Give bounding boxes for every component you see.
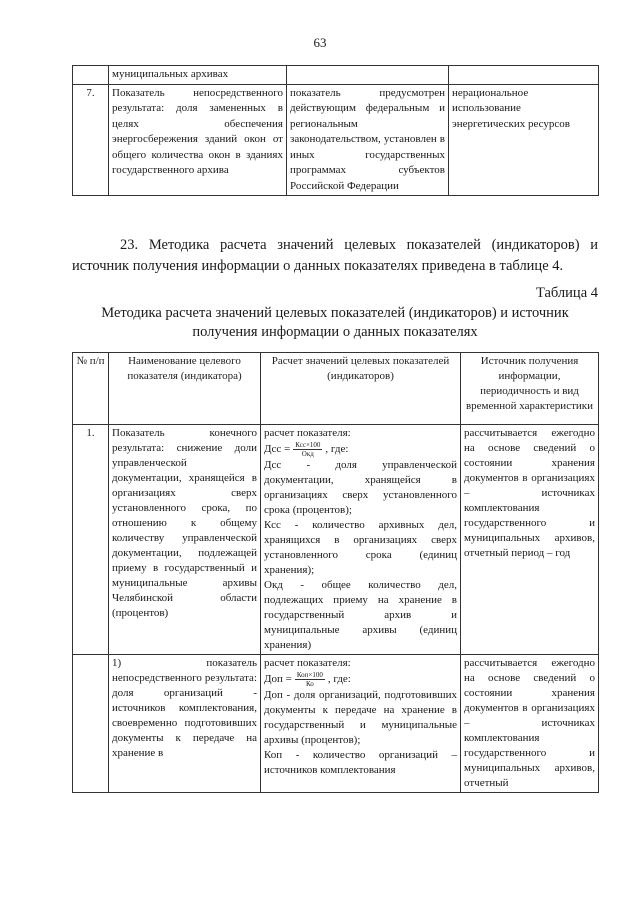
calc-intro: расчет показателя:: [264, 657, 351, 669]
indicator-calc: показатель предусмотрен действующим федеральным и региональным законодательством, установлен в иных государственных программах субъектов Российской Федерации: [287, 84, 449, 196]
formula-fraction: [295, 671, 325, 688]
page-number: 63: [313, 35, 327, 50]
formula-fraction: [293, 441, 322, 458]
formula-lhs: Доп =: [264, 673, 292, 685]
formula-tail: , где:: [327, 673, 351, 685]
calc-intro: расчет показателя:: [264, 427, 351, 439]
formula: [264, 441, 457, 458]
table-cell: [73, 66, 109, 85]
formula-tail: , где:: [325, 443, 349, 455]
formula-numerator: Ксс×100: [295, 441, 321, 449]
indicator-source: нерациональное использование энергетических ресурсов: [449, 84, 599, 196]
indicator-name: 1) показатель непосредственного результата: доля организаций - источников комплектования, своевременно подготовивших документы к передаче на хранение в: [109, 655, 261, 793]
table-cell: [287, 66, 449, 85]
indicator-source: рассчитывается ежегодно на основе сведений о состоянии хранения документов в организациях – источниках комплектования государственного и муниципальных архивов, отчетный: [461, 655, 599, 793]
formula-denominator: Ко: [305, 680, 314, 688]
table-header-row: [73, 353, 599, 425]
table-cell: [449, 66, 599, 85]
definition: Ксс - количество архивных дел, хранящихся в организациях сверх установленного срока (единиц хранения);: [264, 519, 457, 576]
formula-denominator: Окд: [301, 450, 314, 458]
table-label: Таблица 4: [535, 285, 598, 301]
table-title: Методика расчета значений целевых показателей (индикаторов) и источник получения информации о данных показателях: [101, 305, 569, 340]
formula-numerator: Коп×100: [296, 671, 323, 679]
row-number: 1.: [73, 425, 109, 655]
table-4: [72, 352, 599, 793]
table-row: [73, 66, 599, 85]
indicator-calc: [261, 425, 461, 655]
paragraph-23: 23. Методика расчета значений целевых показателей (индикаторов) и источник получения информации о данных показателях приведена в таблице 4.: [72, 237, 598, 274]
row-number: [73, 655, 109, 793]
header-name: Наименование целевого показателя (индикатора): [109, 353, 261, 425]
header-calc: Расчет значений целевых показателей (индикаторов): [261, 353, 461, 425]
header-num: № п/п: [73, 353, 109, 425]
table-row: [73, 655, 599, 793]
definition: Дсс - доля управленческой документации, хранящейся в организациях сверх установленного срока (процентов);: [264, 459, 457, 516]
table-cell: муниципальных архивах: [109, 66, 287, 85]
definition: Доп - доля организаций, подготовивших документы к передаче на хранение в государственный и муниципальные архивы (процентов);: [264, 689, 457, 746]
indicator-source: рассчитывается ежегодно на основе сведений о состоянии хранения документов в организациях – источниках комплектования государственного и муниципальных архивов, отчетный период – год: [461, 425, 599, 655]
indicator-calc: [261, 655, 461, 793]
table-top-continuation: [72, 65, 599, 196]
table-row: [73, 84, 599, 196]
definition: Коп - количество организаций – источников комплектования: [264, 749, 457, 776]
header-source: Источник получения информации, периодичность и вид временной характеристики: [461, 353, 599, 425]
indicator-name: Показатель конечного результата: снижение доли управленческой документации, хранящейся в организациях сверх установленного срока, по отношению к общему количеству управленческой документации, подлежащей приему в государственный и муниципальные архивы Челябинской области (процентов): [109, 425, 261, 655]
row-number: 7.: [73, 84, 109, 196]
definition: Окд - общее количество дел, подлежащих приему на хранение в государственный архив и муниципальные архивы (единиц хранения): [264, 579, 457, 651]
formula: [264, 671, 457, 688]
table-row: [73, 425, 599, 655]
indicator-name: Показатель непосредственного результата: доля замененных в целях обеспечения энергосбережения зданий окон от общего количества окон в зданиях государственного архива: [109, 84, 287, 196]
formula-lhs: Дсс =: [264, 443, 291, 455]
